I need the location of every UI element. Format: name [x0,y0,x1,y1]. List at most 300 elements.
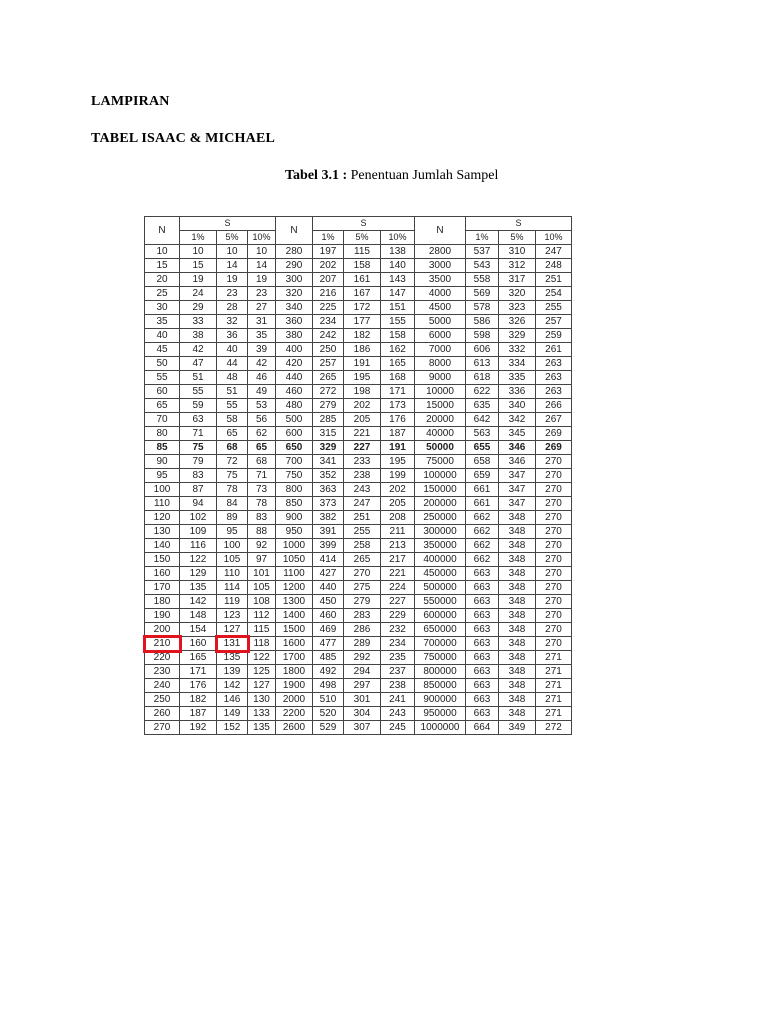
table-cell: 45 [145,343,180,357]
table-cell: 289 [344,637,381,651]
table-cell: 334 [499,357,536,371]
table-cell: 4000 [415,287,466,301]
table-cell: 1050 [276,553,313,567]
table-cell: 38 [180,329,217,343]
table-cell: 68 [248,455,276,469]
table-row [145,539,572,553]
table-cell: 257 [313,357,344,371]
table-cell: 51 [217,385,248,399]
table-row [145,287,572,301]
table-cell: 33 [180,315,217,329]
table-row [145,651,572,665]
table-cell: 112 [248,609,276,623]
table-cell: 340 [276,301,313,315]
table-body [145,245,572,735]
table-cell: 100 [145,483,180,497]
table-row [145,525,572,539]
table-cell: 391 [313,525,344,539]
table-cell: 263 [536,385,572,399]
table-cell: 130 [248,693,276,707]
table-cell: 259 [536,329,572,343]
table-row [145,679,572,693]
table-cell: 83 [248,511,276,525]
table-cell: 269 [536,427,572,441]
table-cell: 191 [381,441,415,455]
table-cell: 341 [313,455,344,469]
table-cell: 2600 [276,721,313,735]
table-cell: 600 [276,427,313,441]
subheader-5pct: 5% [344,231,381,245]
table-cell: 165 [381,357,415,371]
table-cell: 348 [499,609,536,623]
table-cell: 15 [145,259,180,273]
table-cell: 172 [344,301,381,315]
table-cell: 248 [536,259,572,273]
table-row [145,245,572,259]
table-cell: 348 [499,665,536,679]
table-cell: 348 [499,553,536,567]
table-cell: 94 [180,497,217,511]
table-cell: 168 [381,371,415,385]
table-cell: 139 [217,665,248,679]
subheader-5pct: 5% [217,231,248,245]
table-row [145,273,572,287]
table-cell: 243 [381,707,415,721]
table-cell: 10 [145,245,180,259]
table-cell: 150000 [415,483,466,497]
table-cell: 263 [536,357,572,371]
table-cell: 150 [145,553,180,567]
table-cell: 71 [248,469,276,483]
table-cell: 250000 [415,511,466,525]
table-cell: 347 [499,497,536,511]
table-cell: 148 [180,609,217,623]
table-cell: 125 [248,665,276,679]
table-cell: 130 [145,525,180,539]
table-cell: 270 [536,469,572,483]
table-cell: 663 [466,581,499,595]
table-cell: 332 [499,343,536,357]
table-cell: 440 [313,581,344,595]
heading-tabel-isaac-michael: TABEL ISAAC & MICHAEL [91,131,276,146]
table-cell: 315 [313,427,344,441]
table-cell: 440 [276,371,313,385]
table-cell: 272 [536,721,572,735]
table-cell: 270 [536,581,572,595]
table-cell: 50000 [415,441,466,455]
table-cell: 346 [499,441,536,455]
table-cell: 297 [344,679,381,693]
table-cell: 187 [381,427,415,441]
table-cell: 655 [466,441,499,455]
table-cell: 36 [217,329,248,343]
table-cell: 950000 [415,707,466,721]
table-row [145,329,572,343]
caption-label: Tabel 3.1 : [285,168,348,183]
table-cell: 250 [145,693,180,707]
table-cell: 170 [145,581,180,595]
table-cell: 342 [499,413,536,427]
table-cell: 2000 [276,693,313,707]
table-cell: 19 [180,273,217,287]
heading-lampiran: LAMPIRAN [91,94,170,109]
table-cell: 146 [217,693,248,707]
table-cell: 265 [313,371,344,385]
table-cell: 23 [248,287,276,301]
table-cell: 550000 [415,595,466,609]
table-cell: 160 [180,637,217,651]
table-cell: 154 [180,623,217,637]
table-cell: 213 [381,539,415,553]
table-cell: 900000 [415,693,466,707]
highlighted-table-cell: 131 [217,637,248,651]
table-cell: 400000 [415,553,466,567]
table-subheader-row [145,231,572,245]
table-cell: 120 [145,511,180,525]
table-cell: 65 [145,399,180,413]
table-cell: 348 [499,511,536,525]
table-cell: 20000 [415,413,466,427]
table-cell: 142 [180,595,217,609]
table-cell: 1800 [276,665,313,679]
table-cell: 323 [499,301,536,315]
table-cell: 100000 [415,469,466,483]
table-cell: 270 [536,483,572,497]
table-cell: 149 [217,707,248,721]
table-cell: 347 [499,469,536,483]
isaac-michael-table [144,216,572,735]
subheader-10pct: 10% [381,231,415,245]
table-cell: 122 [248,651,276,665]
table-cell: 70 [145,413,180,427]
table-cell: 192 [180,721,217,735]
table-cell: 1500 [276,623,313,637]
table-cell: 348 [499,525,536,539]
table-cell: 300 [276,273,313,287]
table-cell: 78 [217,483,248,497]
table-cell: 29 [180,301,217,315]
table-cell: 750 [276,469,313,483]
table-cell: 55 [217,399,248,413]
table-cell: 119 [217,595,248,609]
table-cell: 75 [217,469,248,483]
table-cell: 207 [313,273,344,287]
table-cell: 27 [248,301,276,315]
table-cell: 160 [145,567,180,581]
table-cell: 240 [145,679,180,693]
table-cell: 269 [536,441,572,455]
table-cell: 115 [344,245,381,259]
table-cell: 110 [217,567,248,581]
table-cell: 95 [217,525,248,539]
table-cell: 173 [381,399,415,413]
table-cell: 3000 [415,259,466,273]
table-cell: 152 [217,721,248,735]
table-cell: 171 [180,665,217,679]
table-cell: 243 [344,483,381,497]
table-cell: 292 [344,651,381,665]
table-cell: 200 [145,623,180,637]
table-cell: 450 [313,595,344,609]
table-cell: 659 [466,469,499,483]
table-cell: 142 [217,679,248,693]
table-cell: 606 [466,343,499,357]
table-cell: 658 [466,455,499,469]
table-cell: 42 [180,343,217,357]
table-cell: 72 [217,455,248,469]
table-cell: 1900 [276,679,313,693]
table-cell: 7000 [415,343,466,357]
table-cell: 221 [381,567,415,581]
table-cell: 50 [145,357,180,371]
table-cell: 348 [499,637,536,651]
table-cell: 20 [145,273,180,287]
table-cell: 123 [217,609,248,623]
table-cell: 84 [217,497,248,511]
table-cell: 87 [180,483,217,497]
table-cell: 270 [536,455,572,469]
table-cell: 662 [466,553,499,567]
table-row [145,567,572,581]
table-cell: 1300 [276,595,313,609]
table-cell: 198 [344,385,381,399]
table-cell: 2200 [276,707,313,721]
table-cell: 230 [145,665,180,679]
table-cell: 167 [344,287,381,301]
table-cell: 348 [499,707,536,721]
table-caption [285,168,498,184]
table-cell: 258 [344,539,381,553]
table-cell: 165 [180,651,217,665]
table-cell: 59 [180,399,217,413]
table-row [145,637,572,651]
table-cell: 25 [145,287,180,301]
table-cell: 477 [313,637,344,651]
table-cell: 195 [344,371,381,385]
table-cell: 498 [313,679,344,693]
table-cell: 700 [276,455,313,469]
table-row [145,693,572,707]
table-cell: 51 [180,371,217,385]
table-cell: 147 [381,287,415,301]
table-cell: 100 [217,539,248,553]
table-cell: 537 [466,245,499,259]
table-cell: 270 [344,567,381,581]
subheader-1pct: 1% [180,231,217,245]
table-cell: 348 [499,679,536,693]
table-row [145,469,572,483]
table-cell: 109 [180,525,217,539]
table-cell: 642 [466,413,499,427]
table-cell: 49 [248,385,276,399]
table-cell: 10000 [415,385,466,399]
table-cell: 257 [536,315,572,329]
table-cell: 90 [145,455,180,469]
table-cell: 105 [248,581,276,595]
table-cell: 4500 [415,301,466,315]
subheader-10pct: 10% [536,231,572,245]
table-cell: 380 [276,329,313,343]
table-cell: 270 [536,553,572,567]
table-cell: 348 [499,595,536,609]
table-cell: 39 [248,343,276,357]
table-cell: 850000 [415,679,466,693]
table-cell: 261 [536,343,572,357]
table-cell: 349 [499,721,536,735]
table-cell: 460 [276,385,313,399]
table-cell: 162 [381,343,415,357]
table-cell: 340 [499,399,536,413]
table-cell: 294 [344,665,381,679]
table-cell: 102 [180,511,217,525]
table-cell: 129 [180,567,217,581]
table-cell: 663 [466,665,499,679]
table-cell: 586 [466,315,499,329]
table-cell: 664 [466,721,499,735]
table-cell: 485 [313,651,344,665]
table-row [145,483,572,497]
table-cell: 363 [313,483,344,497]
table-row [145,315,572,329]
table-cell: 661 [466,483,499,497]
table-cell: 320 [499,287,536,301]
table-cell: 663 [466,637,499,651]
table-cell: 492 [313,665,344,679]
table-cell: 260 [145,707,180,721]
table-cell: 247 [536,245,572,259]
table-cell: 622 [466,385,499,399]
table-cell: 143 [381,273,415,287]
table-cell: 270 [536,525,572,539]
table-cell: 558 [466,273,499,287]
table-cell: 9000 [415,371,466,385]
table-row [145,511,572,525]
table-cell: 58 [217,413,248,427]
table-cell: 460 [313,609,344,623]
table-cell: 301 [344,693,381,707]
table-cell: 56 [248,413,276,427]
table-cell: 127 [248,679,276,693]
header-s-1: S [180,217,276,231]
table-cell: 8000 [415,357,466,371]
table-cell: 200000 [415,497,466,511]
table-cell: 135 [180,581,217,595]
table-cell: 114 [217,581,248,595]
table-cell: 10 [217,245,248,259]
table-cell: 108 [248,595,276,609]
table-cell: 199 [381,469,415,483]
table-cell: 254 [536,287,572,301]
table-cell: 30 [145,301,180,315]
table-cell: 40 [145,329,180,343]
table-cell: 950 [276,525,313,539]
table-cell: 348 [499,567,536,581]
table-cell: 161 [344,273,381,287]
table-cell: 205 [381,497,415,511]
table-cell: 335 [499,371,536,385]
table-cell: 563 [466,427,499,441]
table-cell: 97 [248,553,276,567]
table-cell: 135 [248,721,276,735]
table-cell: 663 [466,595,499,609]
table-cell: 140 [145,539,180,553]
table-cell: 140 [381,259,415,273]
table-cell: 229 [381,609,415,623]
table-cell: 326 [499,315,536,329]
table-cell: 10 [180,245,217,259]
table-cell: 348 [499,623,536,637]
table-cell: 14 [248,259,276,273]
table-cell: 44 [217,357,248,371]
table-cell: 171 [381,385,415,399]
table-cell: 352 [313,469,344,483]
table-cell: 217 [381,553,415,567]
table-cell: 232 [381,623,415,637]
table-cell: 270 [536,623,572,637]
table-cell: 158 [344,259,381,273]
table-cell: 202 [381,483,415,497]
table-row [145,357,572,371]
table-cell: 265 [344,553,381,567]
table-cell: 79 [180,455,217,469]
table-cell: 234 [313,315,344,329]
table-cell: 613 [466,357,499,371]
table-cell: 224 [381,581,415,595]
table-cell: 450000 [415,567,466,581]
table-cell: 347 [499,483,536,497]
table-cell: 420 [276,357,313,371]
table-cell: 427 [313,567,344,581]
table-cell: 543 [466,259,499,273]
table-cell: 271 [536,651,572,665]
table-cell: 241 [381,693,415,707]
table-cell: 1100 [276,567,313,581]
table-cell: 300000 [415,525,466,539]
table-cell: 510 [313,693,344,707]
table-cell: 255 [344,525,381,539]
table-cell: 10 [248,245,276,259]
table-cell: 373 [313,497,344,511]
table-cell: 280 [276,245,313,259]
table-cell: 19 [248,273,276,287]
table-cell: 251 [344,511,381,525]
table-cell: 238 [381,679,415,693]
table-cell: 312 [499,259,536,273]
table-cell: 138 [381,245,415,259]
table-cell: 263 [536,371,572,385]
table-cell: 19 [217,273,248,287]
table-cell: 182 [180,693,217,707]
table-container [144,216,572,735]
table-cell: 329 [499,329,536,343]
subheader-1pct: 1% [313,231,344,245]
table-cell: 800 [276,483,313,497]
table-cell: 317 [499,273,536,287]
table-cell: 700000 [415,637,466,651]
table-cell: 65 [217,427,248,441]
table-cell: 360 [276,315,313,329]
table-cell: 60 [145,385,180,399]
table-cell: 310 [499,245,536,259]
table-row [145,595,572,609]
table-cell: 661 [466,497,499,511]
table-cell: 205 [344,413,381,427]
table-cell: 14 [217,259,248,273]
table-cell: 272 [313,385,344,399]
table-cell: 48 [217,371,248,385]
header-n-2: N [276,217,313,245]
table-cell: 635 [466,399,499,413]
